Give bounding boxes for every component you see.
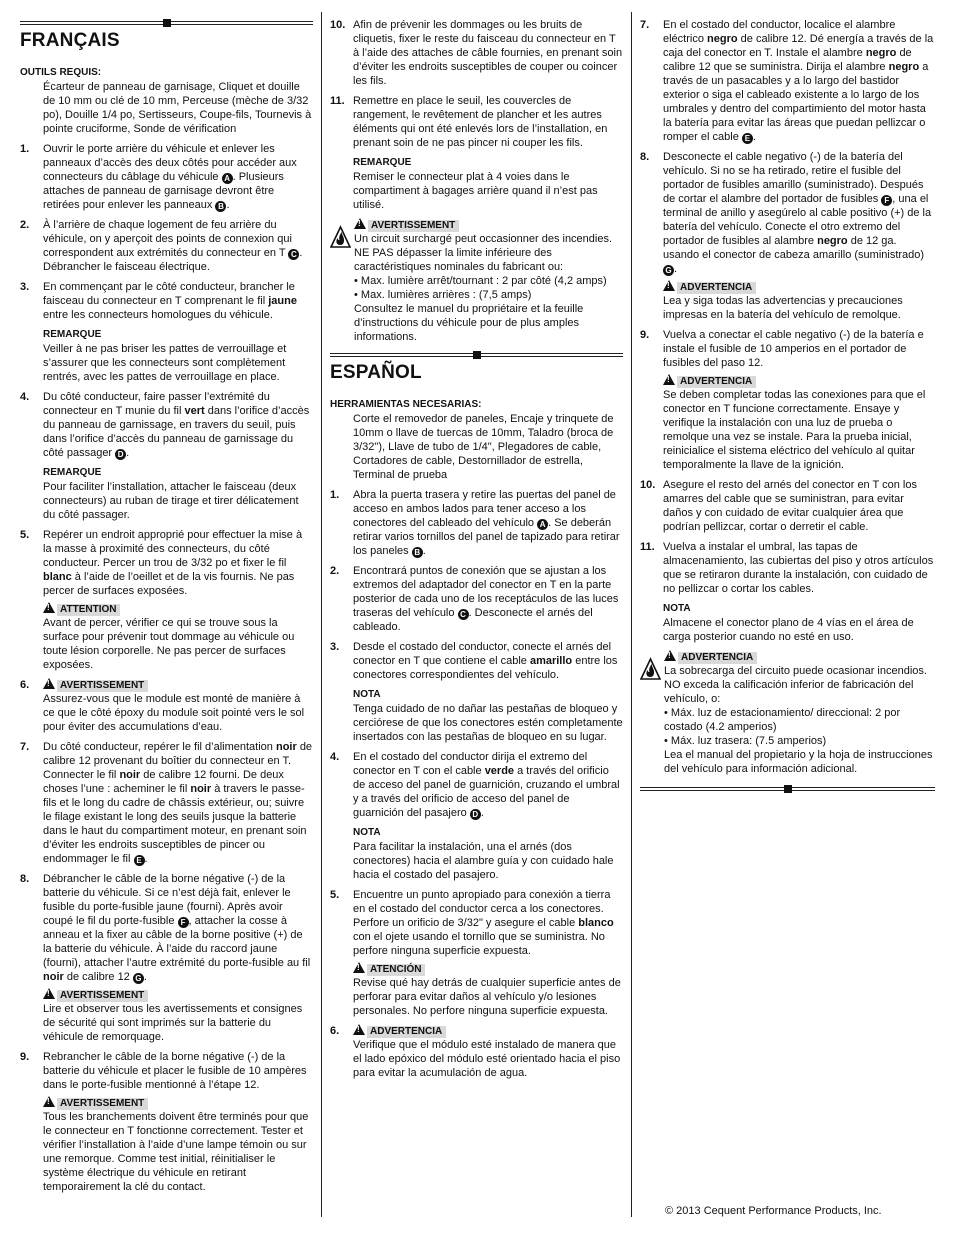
step-number: 11.: [640, 541, 655, 553]
warning-label: AVERTISSEMENT: [368, 220, 459, 232]
tools-title: OUTILS REQUIS:: [20, 67, 102, 78]
paso-5: 5. Encuentre un punto apropiado para conexión a tierra en el costado del conductor cerca a los conectores. Perfore un orificio de 3/32" y asegure el cable blanco con el ojete usando el tornillo que se suministra. No perfore ninguna superficie expuesta. !ATENCIÓN Revise qué hay detrás de cualquier superficie antes de perforar para evitar daños al vehículo y/o lesiones personales. No perfore ninguna superficie expuesta.: [330, 888, 623, 1018]
marker-d-icon: D: [115, 449, 126, 460]
warning-triangle-icon: [663, 280, 675, 291]
note-title: REMARQUE: [43, 329, 102, 340]
copyright-notice: © 2013 Cequent Performance Products, Inc.: [665, 1205, 882, 1217]
paso-4: 4. En el costado del conductor dirija el extremo del conector en T con el cable verde a través del orificio de acceso del panel de guarnición, cruzando el umbral y a través del orificio de acceso del panel de guarnición del pasajero D . NOTA Para facilitar la instalación, una el arnés (dos conectores) hacia el alambre guía y con cuidado hale hacia el costado del pasajero.: [330, 750, 623, 882]
warning-triangle-icon: [354, 218, 366, 229]
marker-e-icon: E: [742, 133, 753, 144]
step-2: 2. À l’arrière de chaque logement de feu arrière du véhicule, on y aperçoit des points de connexion qui correspondent aux extrémités du connecteur en T C . Débrancher le faisceau électrique.: [20, 219, 303, 273]
step-10: 10. Afin de prévenir les dommages ou les bruits de cliquetis, fixer le reste du faisceau du connecteur en T à l’aide des attaches de câble fournies, en prenant soin d’éviter les endroits susceptibles de couper ou coincer les fils.: [330, 19, 623, 87]
warning-text: Tous les branchements doivent être terminés pour que le connecteur en T fonctionne correctement. Tester et vérifier l’installation à l’aide d’une lampe témoin ou sur une remorque. Comme test initial, réinitialiser le système électrique du véhicule en retirant temporairement la clé du contact.: [43, 1111, 309, 1193]
marker-f-icon: F: [881, 195, 892, 206]
warning-triangle-icon: [43, 602, 55, 613]
paso-8: 8. Desconecte el cable negativo (-) de la batería del vehículo. Si no se ha retirado, retire el fusible del portador de fusibles amarillo (suministrado). Después de cortar el alambre del portador de fusibles F , una el terminal de anillo y asegúrelo al cable positivo (+) de la batería del vehículo. Conecte el otro extremo del portador de fusibles al alambre negro de 12 ga. usando el conector de cabeza amarillo (suministrado) G . !ADVERTENCIA Lea y siga todas las advertencias y precauciones impresas en la batería del vehículo de remolque.: [640, 150, 935, 322]
step-1: 1. Ouvrir le porte arrière du véhicule et enlever les panneaux d’accès des deux côtés pour accéder aux connecteurs du câblage du véhicule A . Plusieurs attaches de panneau de garnisage devront être retirées pour enlever les panneaux B .: [20, 143, 297, 211]
french-heading: FRANÇAIS: [20, 30, 120, 51]
warning-triangle-icon: [663, 374, 675, 385]
note-title: REMARQUE: [353, 157, 412, 168]
spanish-heading: ESPAÑOL: [330, 362, 422, 383]
note-text: Tenga cuidado de no dañar las pestañas de bloqueo y cerciórese de que los conectores estén completamente insertados con las pestañas de bloqueo en su lugar.: [353, 703, 623, 743]
paso-1: 1. Abra la puerta trasera y retire las puertas del panel de acceso en ambos lados para tener acceso a los conectores del cableado del vehículo A . Se deberán retirar varios tornillos del panel de tapizado para retirar los paneles B .: [330, 489, 620, 557]
paso-2: 2. Encontrará puntos de conexión que se ajustan a los extremos del adaptador del conector en T en la parte posterior de cada uno de los receptáculos de las luces traseras del vehículo C . Desconecte el arnés del cableado.: [330, 565, 619, 633]
step-number: 3.: [330, 641, 340, 653]
warning-box: [43, 1096, 313, 1110]
warning-text: Avant de percer, vérifier ce qui se trouve sous la surface pour prévenir tout dommage au véhicule ou toute lésion corporelle. Ne pas percer de surfaces exposées.: [43, 617, 295, 671]
marker-e-icon: E: [134, 855, 145, 866]
attention-box: [43, 602, 313, 616]
column-3: [640, 18, 935, 795]
warning-box: [663, 374, 935, 388]
note-title: NOTA: [353, 689, 381, 700]
tools-text: Écarteur de panneau de garnisage, Cliquet et douille de 10 mm ou clé de 10 mm, Perceuse (mèche de 3/32 po), Douille 1/4 po, Sertisseurs, Coupe-fils, Tournevis à pointe cruciforme, Sonde de vérification: [43, 81, 312, 135]
section-separator: [640, 784, 935, 793]
step-number: 6.: [330, 1025, 340, 1037]
tools-title: HERRAMIENTAS NECESARIAS:: [330, 399, 482, 410]
step-number: 4.: [20, 391, 30, 403]
warning-label: ADVERTENCIA: [678, 652, 757, 664]
warning-triangle-icon: [43, 988, 55, 999]
warning-label: AVERTISSEMENT: [57, 990, 148, 1002]
warning-label: AVERTISSEMENT: [57, 680, 148, 692]
step-5: 5. Repérer un endroit approprié pour effectuer la mise à la masse à proximité des connecteurs, du côté conducteur. Percer un trou de 3/32 po et fixer le fil blanc à l’aide de l’oeillet et de la vis fournis. Ne pas percer de surfaces exposées. !ATTENTION Avant de percer, vérifier ce qui se trouve sous la surface pour prévenir tout dommage au véhicule ou toute lésion corporelle. Ne pas percer de surfaces exposées.: [20, 528, 313, 672]
warning-label: ADVERTENCIA: [677, 282, 756, 294]
step-number: 8.: [20, 873, 30, 885]
step-number: 5.: [330, 889, 340, 901]
marker-a-icon: A: [537, 519, 548, 530]
step-number: 11.: [330, 95, 345, 107]
step-number: 9.: [20, 1051, 30, 1063]
tools-text: Corte el removedor de paneles, Encaje y trinquete de 10mm o llave de tuercas de 10mm, Taladro (broca de 3/32"), Llave de tubo de 1/4", Plegadores de cable, Cortadores de cable, Destornillador de estrella, Terminal de prueba: [353, 413, 614, 481]
step-6: [20, 678, 313, 734]
marker-a-icon: A: [222, 173, 233, 184]
warning-label: ADVERTENCIA: [677, 376, 756, 388]
step-number: 2.: [330, 565, 340, 577]
french-column-1: [20, 18, 313, 1200]
step-9: 9. Rebrancher le câble de la borne négative (-) de la batterie du véhicule et placer le fusible de 10 ampères dans le porte-fusible mentionné à l’étape 12. !AVERTISSEMENT Tous les branchements doivent être terminés pour que le connecteur en T fonctionne correctement. Tester et vérifier l’installation à l’aide d’une lampe témoin ou sur une remorque. Comme test initial, réinitialiser le système électrique du véhicule en retirant temporairement la clé du contact.: [20, 1050, 313, 1194]
step-number: 10.: [330, 19, 346, 31]
marker-d-icon: D: [470, 809, 481, 820]
fire-warning-text: Un circuit surchargé peut occasionner des incendies. NE PAS dépasser la limite inférieure des caractéristiques nominales du fabricant ou: • Max. lumière arrêt/tournant : 2 par côté (4,2 amps) • Max. lumières arrières : (7,5 amps) Consultez le manuel du propriétaire et la feuille d’instructions du véhicule pour de plus amples informations.: [354, 233, 613, 343]
step-number: 3.: [20, 281, 30, 293]
section-separator: [20, 18, 313, 27]
column-divider: [631, 12, 632, 1217]
step-number: 1.: [330, 489, 340, 501]
step-8: 8. Débrancher le câble de la borne négative (-) de la batterie du véhicule. Si ce n’est déjà fait, enlever le fusible du porte-fusible jaune (fourni). Après avoir coupé le fil du porte-fusible F , attacher la cosse à anneau et la fixer au câble de la borne positive (+) de la batterie du véhicule. À l’aide du raccord jaune (fourni), attacher l’autre extrémité du porte-fusible au fil noir de calibre 12 G . !AVERTISSEMENT Lire et observer tous les avertissements et consignes de sécurité qui sont imprimés sur la batterie du véhicule de remorquage.: [20, 872, 313, 1044]
marker-b-icon: B: [215, 201, 226, 212]
step-number: 1.: [20, 143, 30, 155]
warning-text: Revise qué hay detrás de cualquier superficie antes de perforar para evitar daños al vehículo y/o lesiones personales. No perfore ninguna superficie expuesta.: [353, 977, 621, 1017]
warning-text: Se deben completar todas las conexiones para que el conector en T funcione correctamente. Ensaye y verifique la instalación con una luz de prueba o remolque una vez se instale. Para la prueba inicial, reinicialice el sistema eléctrico del vehículo al quitar temporalmente la llave de la ignición.: [663, 389, 926, 471]
step-4: 4. Du côté conducteur, faire passer l’extrémité du connecteur en T munie du fil vert dans l’orifice d’accès du panneau de garnissage, en travers du seuil, puis dans l’orifice d’accès du panneau de garnissage du côté passager D . REMARQUE Pour faciliter l’installation, attacher le faisceau (deux connecteurs) au ruban de tirage et tirer délicatement du côté passager.: [20, 390, 313, 522]
warning-triangle-icon: [353, 1024, 365, 1035]
step-11: 11. Remettre en place le seuil, les couvercles de rangement, le revêtement de plancher et les autres éléments qui ont été enlevés lors de l’installation, en prenant soin de ne pas pincer ni couper les fils. REMARQUE Remiser le connecteur plat à 4 voies dans le compartiment à bagages arrière quand il n’est pas utilisé.: [330, 94, 623, 212]
step-number: 5.: [20, 529, 30, 541]
warning-box: [43, 988, 313, 1002]
attention-label: ATENCIÓN: [367, 964, 425, 976]
marker-b-icon: B: [412, 547, 423, 558]
warning-triangle-icon: [43, 678, 55, 689]
note-title: NOTA: [663, 603, 691, 614]
paso-7: 7. En el costado del conductor, localice el alambre eléctrico negro de calibre 12. Dé energía a través de la caja del conector en T. Instale el alambre negro de calibre 12 que se suministra. Dirija el alambre negro a través de un pasacables y a lo largo del bastidor exterior o siga el cableado existente a lo largo de los umbrales y dentro del compartimiento del motor hasta la batería para evitar las áreas que puedan pellizcar o romper el cable E .: [640, 19, 934, 143]
step-3: 3. En commençant par le côté conducteur, brancher le faisceau du connecteur en T comprenant le fil jaune entre les connecteurs homologues du véhicule. REMARQUE Veiller à ne pas briser les pattes de verrouillage et s’assurer que les connecteurs sont complètement rentrés, avec les pattes de verrouillage en place.: [20, 280, 313, 384]
step-number: 6.: [20, 679, 30, 691]
step-number: 10.: [640, 479, 656, 491]
fire-hazard-icon: [330, 222, 351, 248]
paso-6: [330, 1024, 623, 1080]
step-7: 7. Du côté conducteur, repérer le fil d’alimentation noir de calibre 12 provenant du boîtier du connecteur en T. Connecter le fil noir de calibre 12 fourni. De deux choses l’une : acheminer le fil noir à travers le passe-fils et le long du cadre de châssis extérieur, ou; suivre le filage existant le long des seuils jusque la batterie dans le haut du compartiment moteur, en prenant soin d’éviter les endroits susceptibles de pincer ou endommager le fil E .: [20, 741, 313, 865]
column-2: [330, 18, 623, 1086]
marker-g-icon: G: [663, 265, 674, 276]
paso-10: 10. Asegure el resto del arnés del conector en T con los amarres del cable que se suministran, para evitar daños y con cuidado de evitar cualquier área que podrían pellizcar, cortar o derretir el cable.: [640, 479, 917, 533]
step-number: 9.: [640, 329, 650, 341]
warning-triangle-icon: [43, 1096, 55, 1107]
step-text: Assurez-vous que le module est monté de manière à ce que le côté époxy du module soit pointé vers le sol pour éviter des accumulations d’eau.: [43, 693, 305, 733]
note-text: Para facilitar la instalación, una el arnés (dos conectores) hacia el alambre guía y con cuidado hale hacia el costado del pasajero.: [353, 841, 614, 881]
fire-warning: [640, 650, 935, 664]
marker-f-icon: F: [178, 917, 189, 928]
note-text: Remiser le connecteur plat à 4 voies dans le compartiment à bagages arrière quand il n’est pas utilisé.: [353, 171, 598, 211]
note-text: Veiller à ne pas briser les pattes de verrouillage et s’assurer que les connecteurs sont complètement rentrés, avec les pattes de verrouillage en place.: [43, 343, 287, 383]
column-divider: [321, 12, 322, 1217]
section-separator: [330, 350, 623, 359]
step-text: Verifique que el módulo esté instalado de manera que el lado epóxico del módulo esté orientado hacia el piso para evitar la acumulación de agua.: [353, 1039, 621, 1079]
fire-hazard-icon: [640, 654, 661, 680]
warning-triangle-icon: [353, 962, 365, 973]
fire-warning-text: La sobrecarga del circuito puede ocasionar incendios. NO exceda la calificación inferior de fabricación del vehículo, o: • Máx. luz de estacionamiento/ direccional: 2 por costado (4.2 amperios) • Máx. luz trasera: (7.5 amperios) Lea el manual del propietario y la hoja de instrucciones del vehículo para información adicional.: [664, 665, 933, 775]
warning-label: ADVERTENCIA: [367, 1026, 446, 1038]
paso-11: 11. Vuelva a instalar el umbral, las tapas de almacenamiento, las cubiertas del piso y otros artículos que se retiraron durante la instalación, con cuidado de no pellizcar o cortar los cables. NOTA Almacene el conector plano de 4 vías en el área de carga posterior cuando no esté en uso.: [640, 541, 934, 643]
step-number: 8.: [640, 151, 650, 163]
marker-c-icon: C: [458, 609, 469, 620]
warning-box: [663, 280, 935, 294]
attention-box: [353, 962, 623, 976]
note-text: Almacene el conector plano de 4 vías en el área de carga posterior cuando no esté en uso.: [663, 617, 914, 643]
warning-triangle-icon: [664, 650, 676, 661]
warning-label: AVERTISSEMENT: [57, 1098, 148, 1110]
paso-9: 9. Vuelva a conectar el cable negativo (-) de la batería e instale el fusible de 10 amperios en el portador de fusibles del paso 12. !ADVERTENCIA Se deben completar todas las conexiones para que el conector en T funcione correctamente. Ensaye y verifique la instalación con una luz de prueba o remolque una vez se instale. Para la prueba inicial, reinicialice el sistema eléctrico del vehículo al quitar temporalmente la llave de la ignición.: [640, 328, 935, 472]
marker-c-icon: C: [288, 249, 299, 260]
step-number: 7.: [20, 741, 30, 753]
fire-warning: [330, 218, 623, 232]
note-text: Pour faciliter l’installation, attacher le faisceau (deux connecteurs) au ruban de tirage et tirer délicatement du côté passager.: [43, 481, 299, 521]
warning-text: Lea y siga todas las advertencias y precauciones impresas en la batería del vehículo de remolque.: [663, 295, 903, 321]
step-number: 4.: [330, 751, 340, 763]
attention-label: ATTENTION: [57, 604, 120, 616]
note-title: REMARQUE: [43, 467, 102, 478]
paso-3: 3. Desde el costado del conductor, conecte el arnés del conector en T que contiene el cable amarillo entre los conectores correspondientes del vehículo. NOTA Tenga cuidado de no dañar las pestañas de bloqueo y cerciórese de que los conectores estén completamente insertados con las pestañas de bloqueo en su lugar.: [330, 641, 623, 743]
note-title: NOTA: [353, 827, 381, 838]
warning-text: Lire et observer tous les avertissements et consignes de sécurité qui sont imprimés sur la batterie du véhicule de remorquage.: [43, 1003, 303, 1043]
step-number: 2.: [20, 219, 30, 231]
marker-g-icon: G: [133, 973, 144, 984]
step-number: 7.: [640, 19, 650, 31]
